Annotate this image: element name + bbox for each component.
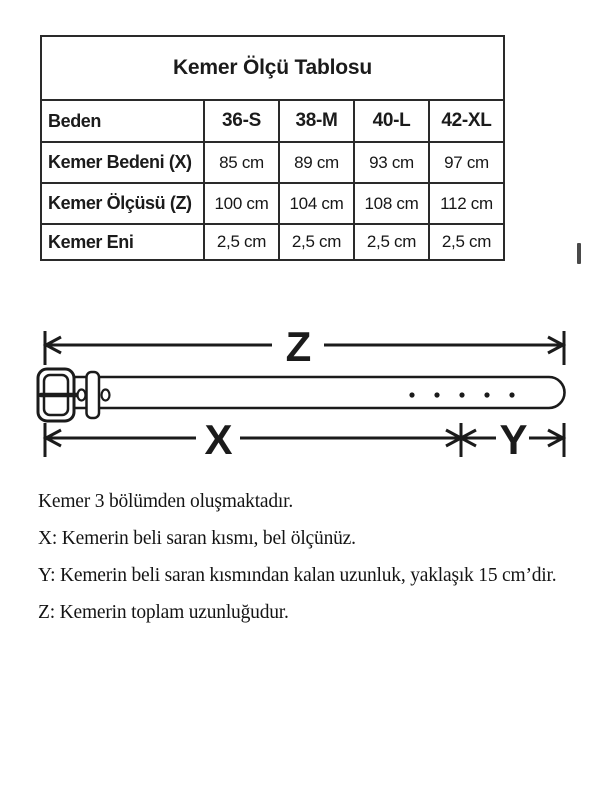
cell-value: 89 cm — [279, 142, 354, 183]
punch-hole-dot — [434, 392, 439, 397]
table-row-kemer-eni — [41, 224, 504, 260]
cell-value: 108 cm — [354, 183, 429, 224]
belt-hole — [102, 390, 110, 401]
cell-value: 104 cm — [279, 183, 354, 224]
cell-value: 2,5 cm — [279, 224, 354, 260]
note-line-x: X: Kemerin beli saran kısmı, bel ölçünüz. — [38, 528, 356, 549]
note-line-intro: Kemer 3 bölümden oluşmaktadır. — [38, 491, 294, 512]
belt-keeper-loop — [87, 372, 100, 418]
column-header-42xl: 42-XL — [429, 100, 504, 142]
belt-hole — [78, 390, 86, 401]
column-header-38m: 38-M — [279, 100, 354, 142]
dimension-line-xy — [45, 416, 564, 463]
row-label-kemer-eni: Kemer Eni — [41, 224, 204, 260]
punch-hole-dot — [509, 392, 514, 397]
table-row-kemer-bedeni — [41, 142, 504, 183]
cell-value: 97 cm — [429, 142, 504, 183]
note-line-y: Y: Kemerin beli saran kısmından kalan uzunluk, yaklaşık 15 cm’dir. — [38, 565, 557, 586]
row-label-kemer-olcusu: Kemer Ölçüsü (Z) — [41, 183, 204, 224]
column-header-beden: Beden — [41, 100, 204, 142]
punch-hole-dot — [484, 392, 489, 397]
table-row-kemer-olcusu — [41, 183, 504, 224]
column-header-40l: 40-L — [354, 100, 429, 142]
table-title-row — [41, 36, 504, 100]
table-title: Kemer Ölçü Tablosu — [41, 36, 504, 100]
row-label-kemer-bedeni: Kemer Bedeni (X) — [41, 142, 204, 183]
cell-value: 93 cm — [354, 142, 429, 183]
column-header-36s: 36-S — [204, 100, 279, 142]
dimension-label-y: Y — [499, 416, 527, 463]
punch-hole-dot — [409, 392, 414, 397]
cell-value: 2,5 cm — [204, 224, 279, 260]
punch-hole-dot — [459, 392, 464, 397]
scrollbar-mark — [577, 243, 581, 264]
cell-value: 85 cm — [204, 142, 279, 183]
notes-block — [38, 483, 590, 631]
belt-diagram — [0, 315, 600, 475]
table-header-row — [41, 100, 504, 142]
cell-value: 2,5 cm — [429, 224, 504, 260]
dimension-label-z: Z — [285, 323, 311, 370]
dimension-label-x: X — [204, 416, 232, 463]
belt-buckle — [38, 369, 79, 421]
dimension-line-z — [45, 323, 564, 370]
size-table — [40, 35, 505, 261]
cell-value: 112 cm — [429, 183, 504, 224]
note-line-z: Z: Kemerin toplam uzunluğudur. — [38, 602, 289, 623]
belt-strap — [68, 377, 565, 408]
cell-value: 100 cm — [204, 183, 279, 224]
cell-value: 2,5 cm — [354, 224, 429, 260]
